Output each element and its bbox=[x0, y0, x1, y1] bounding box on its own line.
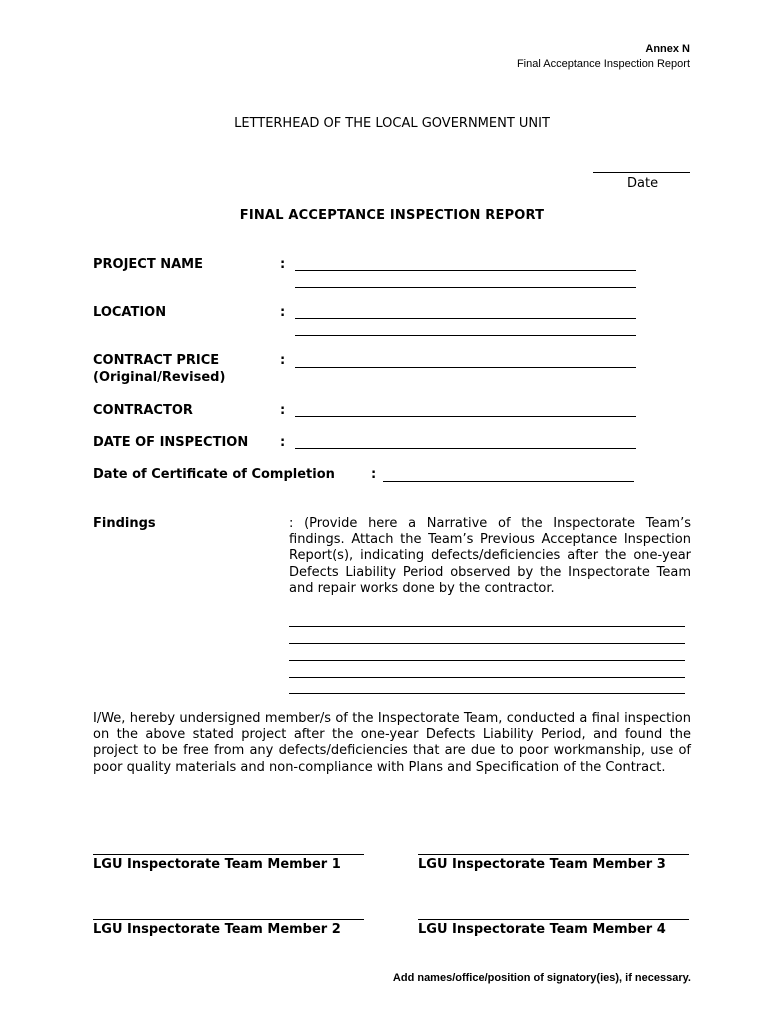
colon: : bbox=[280, 403, 286, 418]
date-of-inspection-label: DATE OF INSPECTION bbox=[93, 435, 249, 450]
date-of-certificate-label: Date of Certificate of Completion bbox=[93, 467, 335, 482]
findings-instructions: : (Provide here a Narrative of the Inspectorate Team’s findings. Attach the Team’s Previous Acceptance Inspection Report(s), indicating defects/deficiencies after the one-year Defects Liability Period observed by the Inspectorate Team and repair works done by the contractor. bbox=[289, 516, 691, 596]
letterhead: LETTERHEAD OF THE LOCAL GOVERNMENT UNIT bbox=[234, 116, 550, 131]
signature-line-member-1[interactable] bbox=[93, 854, 364, 855]
location-label: LOCATION bbox=[93, 305, 167, 320]
signatory-member-4: LGU Inspectorate Team Member 4 bbox=[418, 922, 666, 937]
contract-price-line[interactable] bbox=[295, 367, 636, 368]
contract-price-label: CONTRACT PRICE bbox=[93, 353, 220, 368]
signature-line-member-4[interactable] bbox=[418, 919, 689, 920]
project-name-label: PROJECT NAME bbox=[93, 257, 203, 272]
signatory-member-1: LGU Inspectorate Team Member 1 bbox=[93, 857, 341, 872]
location-line-1[interactable] bbox=[295, 318, 636, 319]
certification-paragraph: I/We, hereby undersigned member/s of the Inspectorate Team, conducted a final inspection on the above stated project after the one-year Defects Liability Period, and found the project to be free from any defects/deficiencies that are due to poor workmanship, use of poor quality materials and non-compliance with Plans and Specification of the Contract. bbox=[93, 711, 691, 775]
date-line[interactable] bbox=[593, 172, 690, 173]
project-name-line-2[interactable] bbox=[295, 287, 636, 288]
findings-line-3[interactable] bbox=[289, 660, 685, 661]
date-label: Date bbox=[627, 176, 659, 191]
signature-line-member-2[interactable] bbox=[93, 919, 364, 920]
location-line-2[interactable] bbox=[295, 335, 636, 336]
findings-line-5[interactable] bbox=[289, 693, 685, 694]
colon: : bbox=[280, 435, 286, 450]
findings-line-4[interactable] bbox=[289, 677, 685, 678]
colon: : bbox=[280, 353, 286, 368]
signature-line-member-3[interactable] bbox=[418, 854, 689, 855]
signatory-member-3: LGU Inspectorate Team Member 3 bbox=[418, 857, 666, 872]
date-of-certificate-line[interactable] bbox=[383, 481, 634, 482]
findings-label: Findings bbox=[93, 516, 156, 531]
colon: : bbox=[280, 257, 286, 272]
signatory-member-2: LGU Inspectorate Team Member 2 bbox=[93, 922, 341, 937]
findings-line-2[interactable] bbox=[289, 643, 685, 644]
colon: : bbox=[280, 305, 286, 320]
date-of-inspection-line[interactable] bbox=[295, 448, 636, 449]
contract-price-sublabel: (Original/Revised) bbox=[93, 370, 226, 385]
annex-subtitle: Final Acceptance Inspection Report bbox=[516, 58, 690, 70]
findings-line-1[interactable] bbox=[289, 626, 685, 627]
document-title: FINAL ACCEPTANCE INSPECTION REPORT bbox=[239, 208, 545, 223]
contractor-label: CONTRACTOR bbox=[93, 403, 193, 418]
contractor-line[interactable] bbox=[295, 416, 636, 417]
annex-label: Annex N bbox=[645, 43, 690, 55]
project-name-line-1[interactable] bbox=[295, 270, 636, 271]
footer-note: Add names/office/position of signatory(ies), if necessary. bbox=[392, 972, 691, 984]
colon: : bbox=[371, 467, 377, 482]
